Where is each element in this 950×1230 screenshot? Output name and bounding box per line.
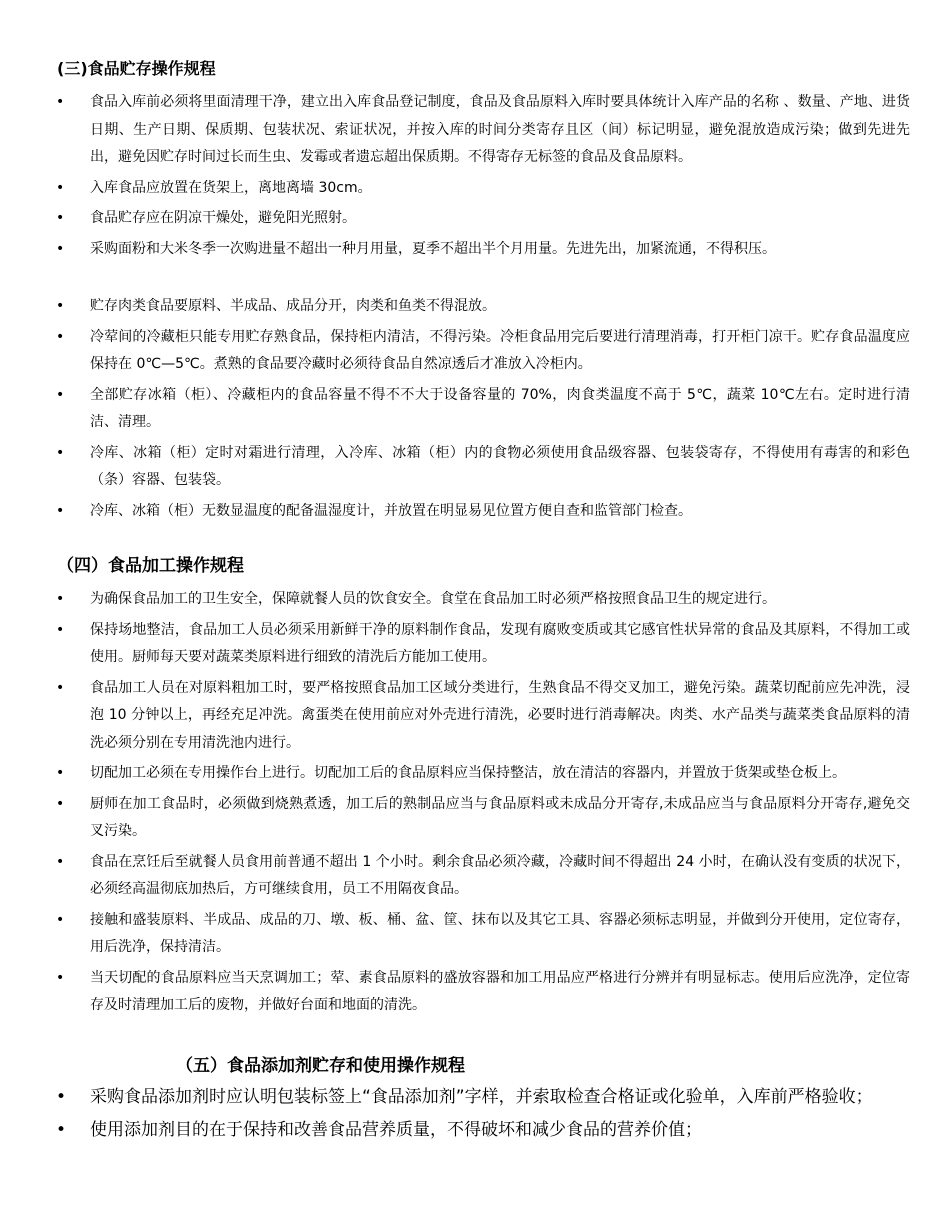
list-item: • 冷库、冰箱（柜）定时对霜进行清理，入冷库、冰箱（柜）内的食物必须使用食品级容器、包装袋寄存，不得使用有毒害的和彩色（条）容器、包装袋。 [0,440,950,495]
list-item: • 采购面粉和大米冬季一次购进量不超出一种月用量，夏季不超出半个月用量。先进先出，加紧流通，不得积压。 [0,236,950,264]
bullet-icon: • [56,765,65,781]
list-item: • 冷库、冰箱（柜）无数显温度的配备温湿度计，并放置在明显易见位置方便自查和监管部门检查。 [0,498,950,526]
section-4-heading: （四）食品加工操作规程 [57,556,244,576]
list-item: • 接触和盛装原料、半成品、成品的刀、墩、板、桶、盆、筐、抹布以及其它工具、容器必须标志明显，并做到分开使用，定位寄存，用后洗净，保持清洁。 [0,907,950,962]
bullet-icon: • [56,444,65,461]
bullet-icon: • [56,328,65,345]
list-item: • 为确保食品加工的卫生安全，保障就餐人员的饮食安全。食堂在食品加工时必须严格按照食品卫生的规定进行。 [0,586,950,614]
bullet-icon: • [56,298,65,314]
section-3-list [0,89,950,525]
list-item: • 贮存肉类食品要原料、半成品、成品分开，肉类和鱼类不得混放。 [0,293,950,321]
list-item: • 采购食品添加剂时应认明包装标签上“食品添加剂”字样，并索取检查合格证或化验单，入库前严格验收； [0,1081,950,1114]
bullet-icon: • [56,969,65,986]
list-item: • 当天切配的食品原料应当天烹调加工；荤、素食品原料的盛放容器和加工用品应严格进行分辨并有明显标志。使用后应洗净，定位寄存及时清理加工后的废物，并做好台面和地面的清洗。 [0,965,950,1020]
list-item: • 全部贮存冰箱（柜）、冷藏柜内的食品容量不得不不大于设备容量的 70%，肉食类温度不高于 5℃，蔬菜 10℃左右。定时进行清洁、清理。 [0,382,950,437]
section-4-list [0,586,950,1020]
list-item: • 食品贮存应在阴凉干燥处，避免阳光照射。 [0,205,950,233]
spacer [0,263,950,289]
section-5-list [0,1081,950,1147]
bullet-icon: • [56,621,65,638]
bullet-icon: • [56,911,65,928]
section-5-heading: （五）食品添加剂贮存和使用操作规程 [176,1056,465,1076]
bullet-icon: • [56,94,65,110]
bullet-icon: • [56,1087,67,1107]
list-item: • 冷荤间的冷藏柜只能专用贮存熟食品，保持柜内清洁，不得污染。冷柜食品用完后要进行清理消毒，打开柜门凉干。贮存食品温度应保持在 0℃—5℃。煮熟的食品要冷藏时必须待食品自然凉透后才准放入冷柜内。 [0,324,950,379]
section-3-heading: (三)食品贮存操作规程 [57,59,216,78]
bullet-icon: • [56,502,65,519]
list-item: • 食品入库前必须将里面清理干净，建立出入库食品登记制度，食品及食品原料入库时要具体统计入库产品的名称 、数量、产地、进货日期、生产日期、保质期、包装状况、索证状况，并按入库的时间分类寄存且区（间）标记明显，避免混放造成污染；做到先进先出，避免因贮存时间过长而生虫、发霉或者遗忘超出保质期。不得寄存无标签的食品及食品原料。 [0,89,950,172]
list-item: • 切配加工必须在专用操作台上进行。切配加工后的食品原料应当保持整洁，放在清洁的容器内，并置放于货架或垫仓板上。 [0,760,950,788]
bullet-icon: • [56,179,65,196]
list-item: • 使用添加剂目的在于保持和改善食品营养质量，不得破坏和减少食品的营养价值； [0,1114,950,1147]
list-item: • 食品加工人员在对原料粗加工时，要严格按照食品加工区域分类进行，生熟食品不得交叉加工，避免污染。蔬菜切配前应先冲洗，浸泡 10 分钟以上，再经充足冲洗。禽蛋类在使用前应对外壳进行清洗，必要时进行消毒解决。肉类、水产品类与蔬菜类食品原料的清洗必须分别在专用清洗池内进行。 [0,675,950,758]
bullet-icon: • [56,853,65,870]
list-item: • 食品在烹饪后至就餐人员食用前普通不超出 1 个小时。剩余食品必须冷藏，冷藏时间不得超出 24 小时，在确认没有变质的状况下，必须经高温彻底加热后，方可继续食用，员工不用隔夜食品。 [0,849,950,904]
bullet-icon: • [56,1120,67,1140]
list-item: • 厨师在加工食品时，必须做到烧熟煮透，加工后的熟制品应当与食品原料或未成品分开寄存,未成品应当与食品原料分开寄存,避免交叉污染。 [0,791,950,846]
bullet-icon: • [56,795,65,812]
bullet-icon: • [56,591,65,607]
bullet-icon: • [56,679,65,696]
list-item: • 保持场地整洁，食品加工人员必须采用新鲜干净的原料制作食品，发现有腐败变质或其它感官性状异常的食品及其原料，不得加工或使用。厨师每天要对蔬菜类原料进行细致的清洗后方能加工使用。 [0,617,950,672]
bullet-icon: • [56,386,65,403]
list-item: • 入库食品应放置在货架上，离地离墙 30cm。 [0,175,950,203]
bullet-icon: • [56,240,65,257]
bullet-icon: • [56,210,65,226]
